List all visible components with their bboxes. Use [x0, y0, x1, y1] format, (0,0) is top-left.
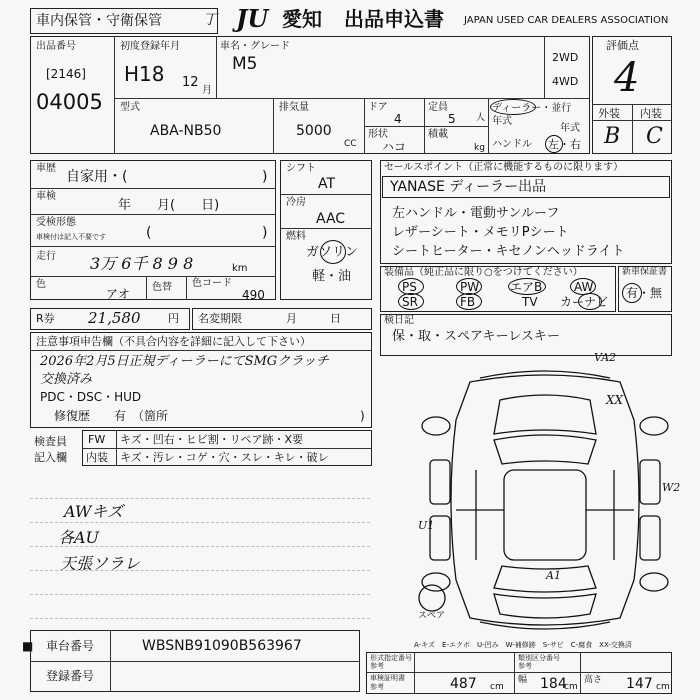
- selling-point-3: レザーシート・メモリPシート: [392, 225, 569, 240]
- length-unit: cm: [490, 682, 504, 692]
- doors-label: ドア: [368, 102, 388, 113]
- reception-paren-close: ): [262, 225, 268, 241]
- history-close: ): [262, 169, 268, 185]
- fuel-label: 燃料: [286, 231, 306, 242]
- spare-tire: [419, 585, 445, 611]
- model-year-label: 年式: [492, 116, 512, 127]
- notes-label: 注意事項申告欄（不具合内容を詳細に記入して下さい）: [36, 335, 311, 348]
- history-value: 自家用・(: [66, 169, 128, 185]
- form-title: 出品申込書: [344, 7, 444, 31]
- capacity: 5: [448, 112, 456, 126]
- recycle-amount: 21,580: [88, 309, 141, 327]
- shift-label: シフト: [286, 163, 316, 174]
- capacity-label: 定員: [428, 102, 448, 113]
- payload-unit: kg: [474, 143, 485, 153]
- equip-sr-circle: [398, 293, 424, 310]
- height-value: 147: [626, 676, 653, 692]
- storage-mark: 丁: [203, 12, 217, 28]
- drive-2wd: 2WD: [552, 51, 579, 64]
- warranty-yes-circle: [622, 283, 642, 303]
- length-label-2: 参考: [370, 683, 384, 691]
- notes-line-1: 2026年2月5日正規ディーラーにてSMGクラッチ: [40, 354, 329, 369]
- left-front-door: [430, 460, 450, 504]
- selling-point-4: シートヒーター・キセノンヘッドライト: [392, 244, 625, 259]
- length-label: 車検証明書: [370, 674, 405, 682]
- handwritten-line-3: 天張ソラレ: [60, 554, 141, 573]
- right-rear-door: [640, 516, 660, 560]
- exterior-label: 外装: [598, 107, 620, 120]
- notes-line-4-close: ): [360, 409, 365, 423]
- class-label: 類別区分番号: [518, 654, 560, 662]
- name-change-value: 月 日: [286, 312, 341, 325]
- interior-label: 内装: [640, 107, 662, 120]
- dealer-label: ディーラー・並行: [492, 103, 572, 114]
- checker-label-2: 記入欄: [34, 451, 67, 464]
- shape: ハコ: [382, 140, 407, 154]
- fuel-line1: ガソリン: [306, 245, 359, 260]
- fuel-line2: 軽・油: [312, 269, 352, 284]
- mileage-unit: km: [232, 263, 248, 274]
- equip-airbag-circle: [508, 278, 546, 295]
- color-change-label: 色替: [152, 282, 172, 293]
- association-name: JAPAN USED CAR DEALERS ASSOCIATION: [464, 15, 669, 26]
- notes-line-4: 修復歴 有 （箇所: [54, 409, 169, 423]
- warranty-label: 新車保証書: [622, 267, 668, 277]
- mark-u1: U1: [418, 519, 435, 532]
- height-label: 高さ: [584, 675, 603, 685]
- chassis-label: 車台番号: [46, 639, 95, 653]
- notes-line-2: 交換済み: [40, 372, 93, 387]
- width-value: 184: [540, 676, 567, 692]
- length-value: 487: [450, 676, 477, 692]
- ju-logo: JU: [236, 4, 269, 33]
- model-code: ABA-NB50: [150, 123, 222, 139]
- recycle-unit: 円: [168, 312, 179, 325]
- shape-label: 形状: [368, 129, 388, 140]
- mileage: 3万 6千 8 9 8: [90, 254, 194, 273]
- reception-paren-open: (: [146, 225, 152, 241]
- selling-point-2: 左ハンドル・電動サンルーフ: [392, 206, 560, 221]
- exterior-grade: B: [604, 124, 621, 149]
- damage-legend: A-キズ E-エクボ U-凹み W-補修跡 S-サビ C-腐食 XX-交換済: [414, 641, 632, 649]
- color-code-label: 色コード: [192, 278, 232, 289]
- equip-pw: PW: [460, 280, 480, 294]
- car-hood: [494, 395, 596, 434]
- checker-int-items: キズ・汚レ・コゲ・穴・スレ・キレ・破レ: [120, 451, 329, 464]
- rating-value: 4: [614, 55, 640, 101]
- warranty-value: 有・無: [626, 286, 663, 300]
- model-year-suffix: 年式: [560, 123, 580, 134]
- lot-label: 出品番号: [36, 41, 76, 52]
- org-name: 愛知: [282, 7, 322, 31]
- model-label: 型式: [120, 102, 140, 113]
- class-label-2: 参考: [518, 662, 532, 670]
- reception-label: 受検形態: [36, 217, 76, 228]
- equip-tv: TV: [522, 295, 538, 309]
- checker-label-1: 検査員: [34, 435, 67, 448]
- handle-label: ハンドル: [492, 139, 532, 150]
- cooling-label: 冷房: [286, 197, 306, 208]
- first-reg-label: 初度登録年月: [120, 41, 180, 52]
- lot-box: [2146]: [46, 67, 86, 81]
- inspection-value: 年 月( 日): [118, 198, 220, 213]
- color-value: アオ: [106, 287, 130, 301]
- doors: 4: [394, 112, 402, 126]
- mark-a1: A1: [546, 569, 561, 582]
- mark-va2: VA2: [594, 351, 617, 364]
- car-rear-window: [494, 566, 596, 592]
- handwritten-line-1: AWキズ: [64, 502, 124, 521]
- reception-note: 車検付は記入不要です: [36, 233, 106, 241]
- notes-line-3: PDC・DSC・HUD: [40, 390, 142, 404]
- storage-label: 車内保管・守衛保管: [36, 13, 162, 29]
- equip-aw: AW: [574, 280, 594, 294]
- equip-sr: SR: [402, 295, 418, 309]
- equip-fb-circle: [456, 293, 482, 310]
- inspection-label: 車検: [36, 191, 56, 202]
- displacement-unit: CC: [344, 139, 357, 149]
- reg-year: H18: [124, 62, 165, 86]
- rating-label: 評価点: [606, 39, 639, 52]
- shift-value: AT: [318, 176, 336, 192]
- car-outline: [451, 375, 639, 625]
- car-damage-diagram: [410, 360, 680, 640]
- type-label-2: 参考: [370, 662, 384, 670]
- checker-int-label: 内装: [86, 451, 108, 464]
- height-unit: cm: [656, 682, 670, 692]
- selling-point-1: YANASE ディーラー出品: [390, 179, 547, 195]
- checker-fw-items: キズ・凹右・ヒビ割・リペア跡・X要: [120, 433, 304, 446]
- payload-label: 積載: [428, 129, 448, 140]
- equip-navi-circle: [578, 293, 602, 310]
- color-code: 490: [242, 288, 265, 302]
- reg-month-unit: 月: [202, 85, 212, 96]
- mileage-label: 走行: [36, 251, 56, 262]
- right-front-wheel: [640, 417, 668, 435]
- displacement: 5000: [296, 123, 332, 139]
- left-front-wheel: [422, 417, 450, 435]
- recycle-label: R券: [36, 312, 55, 325]
- car-trunk: [494, 594, 596, 618]
- mark-w2: W2: [662, 481, 681, 494]
- cooling-value: AAC: [316, 211, 346, 227]
- registration-label: 登録番号: [46, 669, 95, 683]
- displacement-label: 排気量: [279, 102, 309, 113]
- chassis-number: WBSNB91090B563967: [142, 638, 302, 654]
- name-change-label: 名変期限: [198, 312, 242, 325]
- car-windshield: [494, 435, 596, 464]
- checker-fw-label: FW: [88, 433, 106, 446]
- dealer-circle: [490, 99, 536, 115]
- handle-left-circle: [545, 135, 563, 153]
- handle-options: 左・右: [548, 138, 581, 151]
- drive-4wd: 4WD: [552, 75, 579, 88]
- lot-number: 04005: [36, 90, 103, 114]
- left-rear-wheel: [422, 573, 450, 591]
- car-name: M5: [232, 54, 258, 74]
- car-name-label: 車名・グレード: [220, 41, 290, 52]
- right-rear-wheel: [640, 573, 668, 591]
- color-label: 色: [36, 279, 46, 290]
- type-label: 形式指定番号: [370, 654, 412, 662]
- selling-points-label: セールスポイント（正常に機能するものに限ります）: [384, 162, 624, 173]
- interior-grade: C: [646, 124, 663, 149]
- width-label: 幅: [518, 675, 528, 685]
- right-front-door: [640, 460, 660, 504]
- capacity-unit: 人: [476, 113, 486, 123]
- equip-navi: カーナビ: [560, 295, 609, 309]
- equip-fb: FB: [460, 295, 476, 309]
- reg-month: 12: [182, 75, 199, 90]
- bottom-marker: ■: [22, 639, 34, 653]
- fuel-gas-circle: [320, 240, 346, 264]
- car-roof: [504, 470, 586, 560]
- history-label: 車歴: [36, 163, 56, 174]
- inspection-day-label: 検日記: [384, 315, 414, 326]
- equip-ps: PS: [402, 280, 417, 294]
- equipment-label: 装備品（純正品に限り○をつけてください）: [384, 267, 583, 278]
- width-unit: cm: [564, 682, 578, 692]
- handwritten-line-2: 各AU: [58, 528, 100, 547]
- mark-xx: XX: [606, 393, 624, 407]
- spare-label: スペア: [418, 611, 446, 621]
- inspection-day-value: 保・取・スペアキーレスキー: [392, 329, 560, 344]
- equip-airbag: エアB: [510, 280, 543, 294]
